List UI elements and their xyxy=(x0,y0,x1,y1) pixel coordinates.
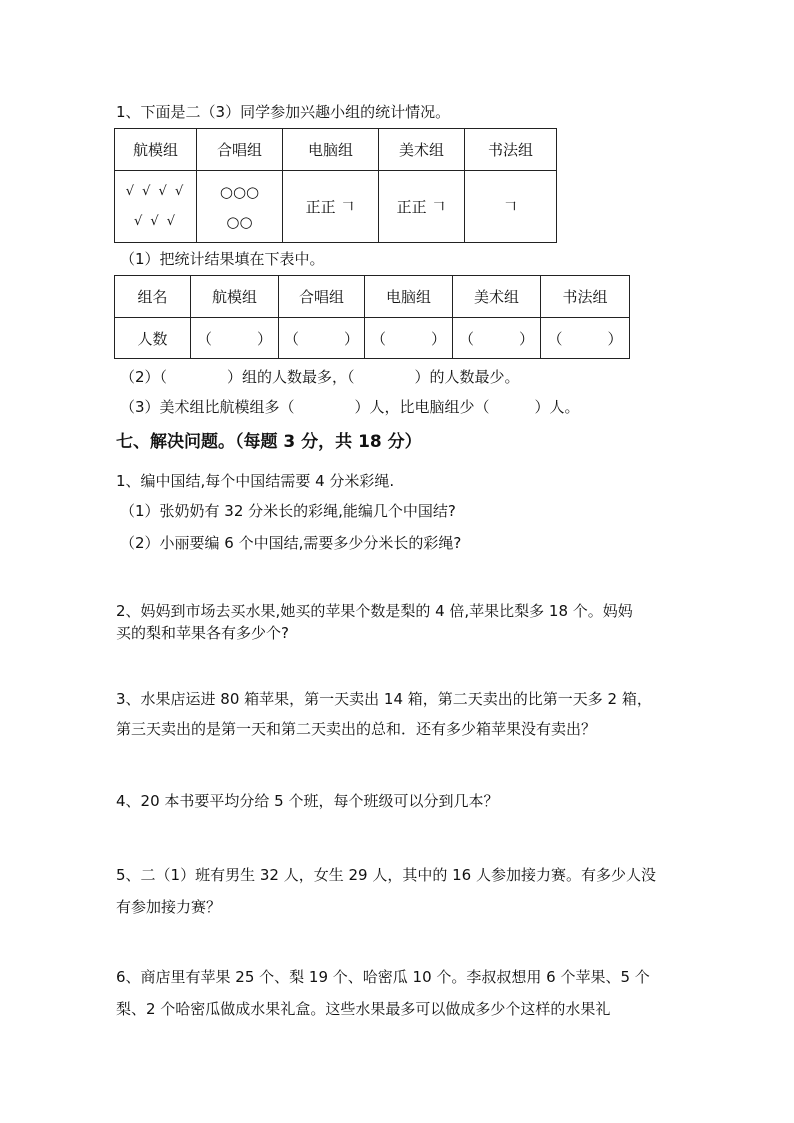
tally-table xyxy=(114,128,557,243)
count-header-cell: 合唱组 xyxy=(279,276,365,318)
problem-1-sub-1: （1）张奶奶有 32 分米长的彩绳,能编几个中国结? xyxy=(120,502,456,520)
problem-1-sub-2: （2）小丽要编 6 个中国结,需要多少分米长的彩绳? xyxy=(120,534,462,552)
tally-header-cell: 美术组 xyxy=(379,129,465,171)
count-header-cell: 美术组 xyxy=(453,276,541,318)
tally-header-cell: 合唱组 xyxy=(197,129,283,171)
count-table xyxy=(114,275,630,359)
tally-cell-checks xyxy=(115,171,197,243)
count-answer-blank[interactable]: （ ） xyxy=(453,318,541,359)
count-header-cell: 电脑组 xyxy=(365,276,453,318)
tally-header-cell: 电脑组 xyxy=(283,129,379,171)
problem-5-line: 5、二（1）班有男生 32 人，女生 29 人，其中的 16 人参加接力赛。有多少人没 xyxy=(116,866,656,884)
count-header-cell: 航模组 xyxy=(191,276,279,318)
tally-marks: √ √ √ √ xyxy=(125,183,186,199)
problem-1-line: 1、编中国结,每个中国结需要 4 分米彩绳. xyxy=(116,472,395,490)
tally-cell-zheng xyxy=(465,171,557,243)
count-answer-blank[interactable]: （ ） xyxy=(191,318,279,359)
problem-2-line: 2、妈妈到市场去买水果,她买的苹果个数是梨的 4 倍,苹果比梨多 18 个。妈妈 xyxy=(116,602,633,620)
section-7-title: 七、解决问题。（每题 3 分，共 18 分） xyxy=(116,432,422,452)
q1-sub2: （2）（ ）组的人数最多，（ ）的人数最少。 xyxy=(120,368,520,386)
q1-sub3: （3）美术组比航模组多（ ）人，比电脑组少（ ）人。 xyxy=(120,398,580,416)
problem-4-line: 4、20 本书要平均分给 5 个班，每个班级可以分到几本？ xyxy=(116,792,499,810)
tally-marks: ○○ xyxy=(226,212,253,231)
q1-sub1: （1）把统计结果填在下表中。 xyxy=(120,250,325,268)
count-header-cell: 书法组 xyxy=(541,276,630,318)
tally-marks: ○○○ xyxy=(219,182,260,201)
count-row-label: 人数 xyxy=(115,318,191,359)
tally-header-cell: 书法组 xyxy=(465,129,557,171)
count-answer-blank[interactable]: （ ） xyxy=(541,318,630,359)
tally-marks: 正正 𠃍 xyxy=(305,198,356,216)
tally-cell-zheng xyxy=(379,171,465,243)
problem-5-line: 有参加接力赛？ xyxy=(116,898,222,916)
problem-2-line: 买的梨和苹果各有多少个? xyxy=(116,624,289,642)
problem-6-line: 梨、2 个哈密瓜做成水果礼盒。这些水果最多可以做成多少个这样的水果礼 xyxy=(116,1000,611,1018)
tally-cell-circles xyxy=(197,171,283,243)
q1-intro: 1、下面是二（3）同学参加兴趣小组的统计情况。 xyxy=(116,103,451,121)
tally-header-cell: 航模组 xyxy=(115,129,197,171)
tally-marks: √ √ √ xyxy=(133,213,178,229)
problem-3-line: 3、水果店运进 80 箱苹果，第一天卖出 14 箱，第二天卖出的比第一天多 2 箱， xyxy=(116,690,652,708)
tally-cell-zheng xyxy=(283,171,379,243)
count-answer-blank[interactable]: （ ） xyxy=(279,318,365,359)
problem-6-line: 6、商店里有苹果 25 个、梨 19 个、哈密瓜 10 个。李叔叔想用 6 个苹果、5 个 xyxy=(116,968,650,986)
count-answer-blank[interactable]: （ ） xyxy=(365,318,453,359)
tally-marks: 正正 𠃍 xyxy=(396,198,447,216)
count-header-cell: 组名 xyxy=(115,276,191,318)
problem-3-line: 第三天卖出的是第一天和第二天卖出的总和．还有多少箱苹果没有卖出？ xyxy=(116,720,597,738)
tally-marks: 𠃍 xyxy=(502,198,518,216)
